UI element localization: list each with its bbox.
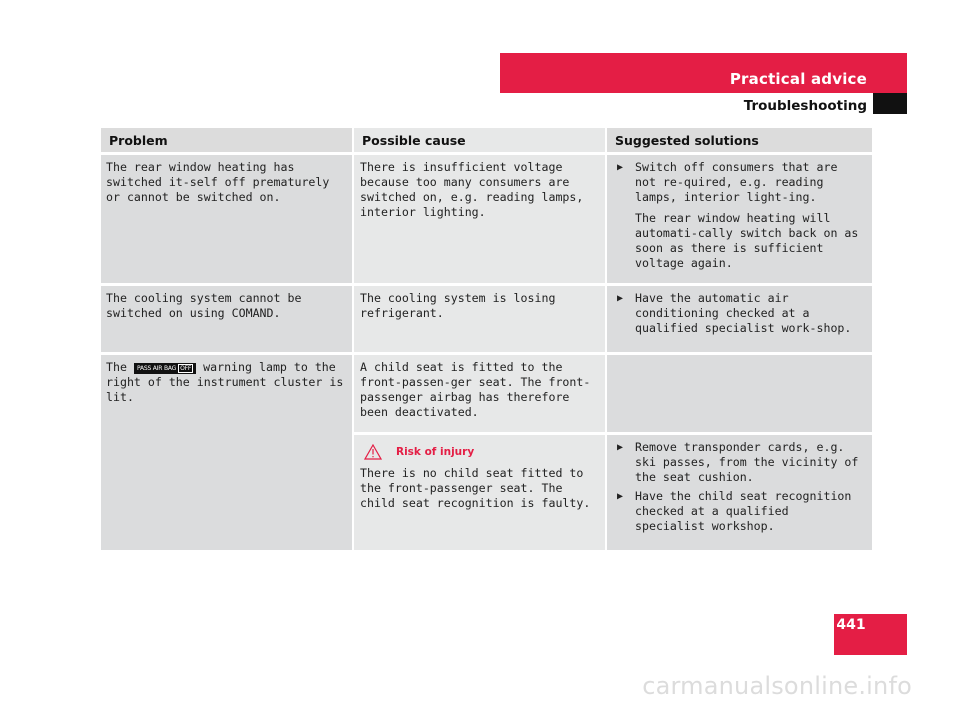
arrow-bullet-icon: ▶ [617, 442, 624, 453]
table-row [101, 286, 872, 355]
cause-cell: Risk of injury There is no child seat fitted to the front-passenger seat. The child seat recognition is faulty. [354, 435, 605, 553]
column-header-problem: Problem [101, 128, 352, 155]
problem-cell: The cooling system cannot be switched on using COMAND. [101, 286, 352, 355]
warning-triangle-icon [364, 444, 382, 460]
solution-note: The rear window heating will automati-cally switch back on as soon as there is sufficient voltage again. [635, 211, 859, 270]
troubleshooting-table [99, 128, 874, 553]
warning-heading: Risk of injury [360, 444, 597, 460]
column-header-solutions: Suggested solutions [607, 128, 872, 155]
solution-step: ▶ Have the child seat recognition checked at a qualified specialist workshop. [611, 489, 864, 534]
column-header-cause: Possible cause [354, 128, 605, 155]
cause-cell: The cooling system is losing refrigerant. [354, 286, 605, 355]
section-subtitle: Troubleshooting [743, 98, 867, 114]
page-number: 441 [836, 617, 866, 633]
solution-step: ▶ Switch off consumers that are not re-quired, e.g. reading lamps, interior light-ing. [611, 160, 864, 205]
arrow-bullet-icon: ▶ [617, 491, 624, 502]
table-row [101, 155, 872, 286]
solution-cell [607, 155, 872, 286]
solution-cell-empty [607, 355, 872, 435]
arrow-bullet-icon: ▶ [617, 162, 624, 173]
solution-step: ▶ Have the automatic air conditioning checked at a qualified specialist work-shop. [611, 291, 864, 336]
arrow-bullet-icon: ▶ [617, 293, 624, 304]
problem-cell: The rear window heating has switched it-self off prematurely or cannot be switched on. [101, 155, 352, 286]
table-header-row [101, 128, 872, 155]
cause-cell: There is insufficient voltage because too many consumers are switched on, e.g. reading lamps, interior lighting. [354, 155, 605, 286]
watermark: carmanualsonline.info [642, 672, 912, 700]
solution-cell [607, 286, 872, 355]
section-title: Practical advice [729, 70, 867, 88]
solution-step: ▶ Remove transponder cards, e.g. ski passes, from the vicinity of the seat cushion. [611, 440, 864, 485]
cause-cell: A child seat is fitted to the front-passen-ger seat. The front-passenger airbag has therefore been deactivated. [354, 355, 605, 435]
pass-air-bag-off-lamp-icon: PASS AIR BAG OFF [134, 363, 196, 374]
header-tab-marker [873, 93, 907, 114]
table-row [101, 355, 872, 435]
solution-cell [607, 435, 872, 553]
problem-cell: The PASS AIR BAG OFF warning lamp to the right of the instrument cluster is lit. [101, 355, 352, 553]
